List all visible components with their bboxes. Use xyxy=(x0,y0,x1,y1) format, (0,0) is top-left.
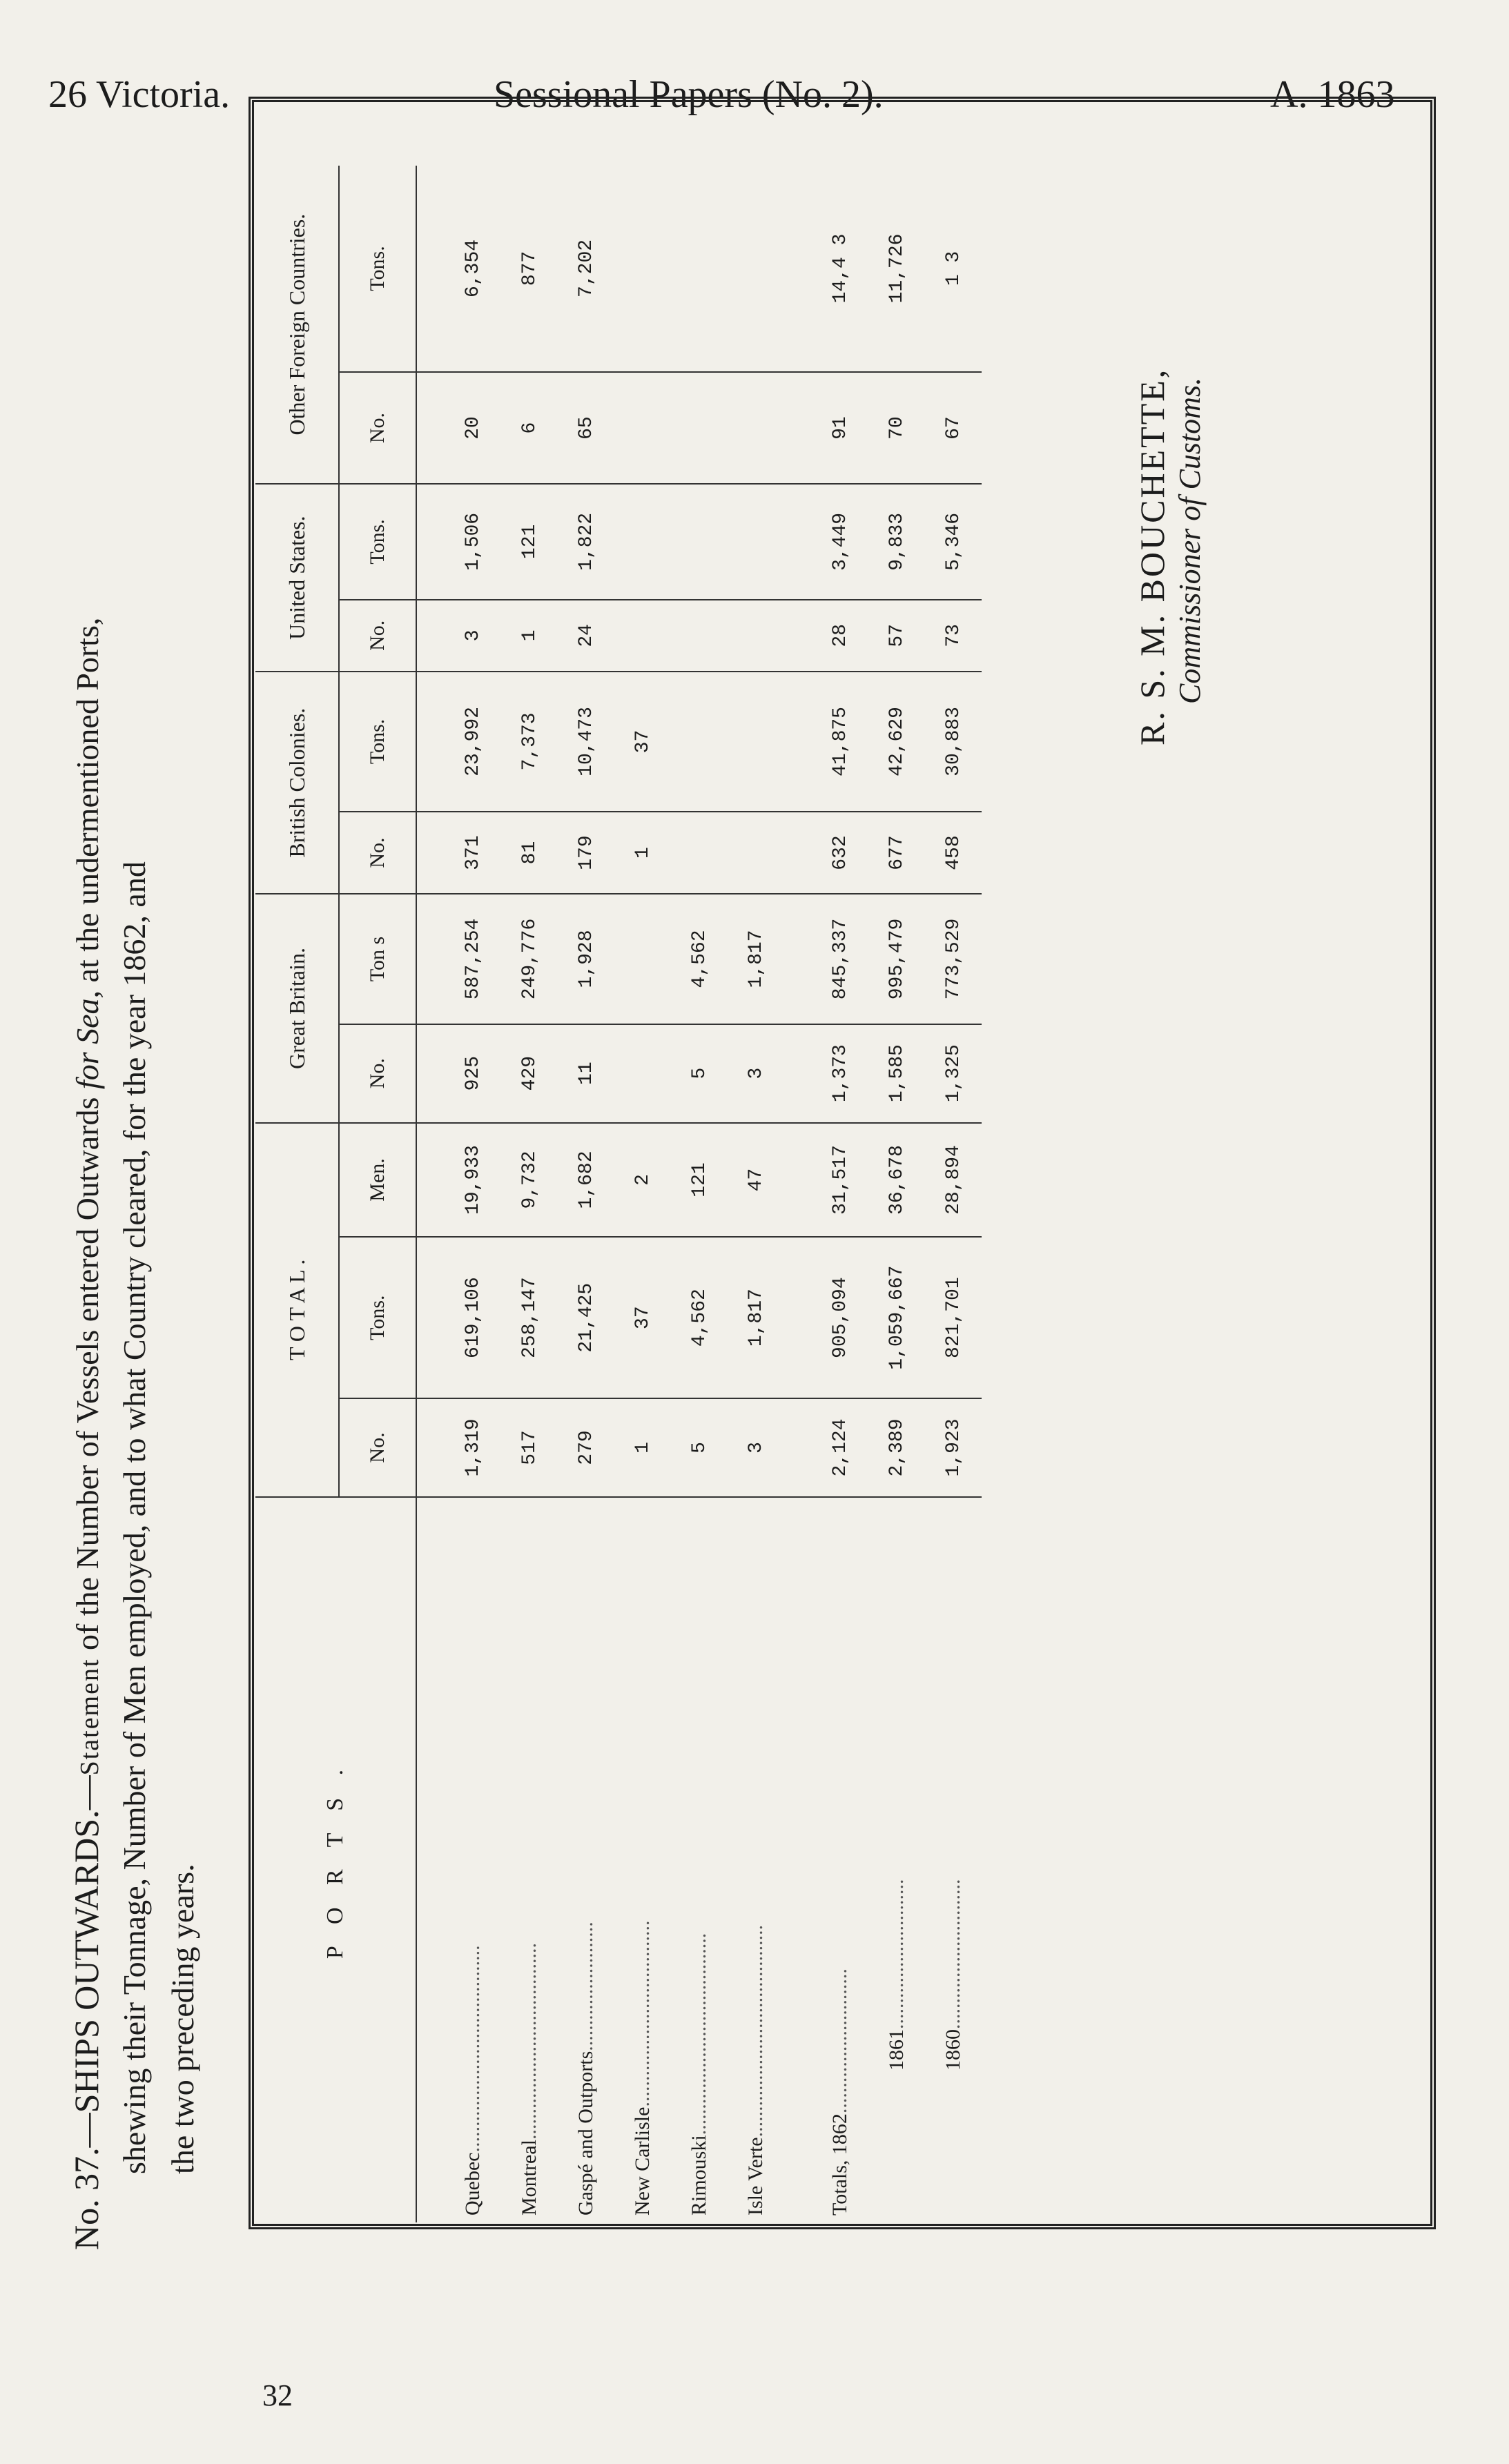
totals-row xyxy=(868,166,925,2222)
bc-tons-cell: 7,373 xyxy=(501,672,558,812)
total-tons-cell: 1,817 xyxy=(728,1237,784,1398)
bc-no-cell: 371 xyxy=(445,812,501,894)
bc-no-cell xyxy=(728,812,784,894)
bc-no-cell: 81 xyxy=(501,812,558,894)
dot-leader: ....................................... xyxy=(688,1933,710,2135)
us-no-cell: 3 xyxy=(445,600,501,672)
of-tons-cell: 7,202 xyxy=(558,166,614,372)
total-no-cell: 1,923 xyxy=(925,1398,982,1497)
of-tons-cell: 877 xyxy=(501,166,558,372)
of-tons-cell: 1 3 xyxy=(925,166,982,372)
total-no-cell: 3 xyxy=(728,1398,784,1497)
table-row xyxy=(501,166,558,2222)
us-tons-cell xyxy=(728,484,784,599)
gb-tons-cell: 995,479 xyxy=(868,894,925,1024)
total-tons-cell: 37 xyxy=(614,1237,671,1398)
dot-leader: .................................... xyxy=(631,1920,654,2107)
us-no-cell: 24 xyxy=(558,600,614,672)
statement-label: Statement xyxy=(75,1658,104,1776)
year-label: A. 1863 xyxy=(1270,73,1395,116)
table-row xyxy=(445,166,501,2222)
col-men: Men. xyxy=(339,1123,416,1238)
bc-no-cell: 632 xyxy=(812,812,868,894)
title-line-3: the two preceding years. xyxy=(165,1864,200,2174)
bc-no-cell xyxy=(671,812,728,894)
gb-no-cell: 11 xyxy=(558,1024,614,1123)
gb-tons-cell xyxy=(614,894,671,1024)
of-tons-cell: 6,354 xyxy=(445,166,501,372)
us-no-cell: 28 xyxy=(812,600,868,672)
gb-no-cell: 1,325 xyxy=(925,1024,982,1123)
dot-leader: ............................. xyxy=(885,1879,908,2029)
dot-leader: ...................................... xyxy=(518,1943,541,2140)
british-colonies-header: British Colonies. xyxy=(255,672,339,894)
signatory-title: Commissioner of Customs. xyxy=(1173,377,1207,704)
title-line-1 xyxy=(62,618,114,2250)
totals-row xyxy=(925,166,982,2222)
other-foreign-header: Other Foreign Countries. xyxy=(255,166,339,484)
us-no-cell: 57 xyxy=(868,600,925,672)
us-tons-cell xyxy=(614,484,671,599)
total-no-cell: 2,389 xyxy=(868,1398,925,1497)
port-name: New Carlisle xyxy=(631,2106,654,2216)
signature-block xyxy=(1132,124,1207,745)
total-no-cell: 1,319 xyxy=(445,1398,501,1497)
men-cell: 121 xyxy=(671,1123,728,1238)
men-cell: 28,894 xyxy=(925,1123,982,1238)
us-no-cell xyxy=(614,600,671,672)
us-tons-cell: 1,822 xyxy=(558,484,614,599)
page-number: 32 xyxy=(262,2378,293,2412)
table-row xyxy=(728,166,784,2222)
bc-tons-cell xyxy=(671,672,728,812)
us-no-cell: 1 xyxy=(501,600,558,672)
for-sea-text: for Sea, xyxy=(70,990,105,1090)
total-tons-cell: 905,094 xyxy=(812,1237,868,1398)
gb-no-cell: 429 xyxy=(501,1024,558,1123)
gb-no-cell: 1,373 xyxy=(812,1024,868,1123)
men-cell: 1,682 xyxy=(558,1123,614,1238)
bc-no-cell: 179 xyxy=(558,812,614,894)
bc-tons-cell: 42,629 xyxy=(868,672,925,812)
session-label: 26 Victoria. xyxy=(48,73,231,116)
port-name: Montreal xyxy=(518,2140,541,2216)
bc-tons-cell: 41,875 xyxy=(812,672,868,812)
total-no-cell: 517 xyxy=(501,1398,558,1497)
men-cell: 2 xyxy=(614,1123,671,1238)
col-of-tons: Tons. xyxy=(339,166,416,372)
port-name: Rimouski xyxy=(688,2135,710,2216)
bc-tons-cell: 23,992 xyxy=(445,672,501,812)
of-no-cell: 20 xyxy=(445,372,501,484)
bc-tons-cell xyxy=(728,672,784,812)
of-no-cell: 91 xyxy=(812,372,868,484)
of-tons-cell: 11,726 xyxy=(868,166,925,372)
total-no-cell: 2,124 xyxy=(812,1398,868,1497)
us-tons-cell: 5,346 xyxy=(925,484,982,599)
us-no-cell: 73 xyxy=(925,600,982,672)
total-tons-cell: 619,106 xyxy=(445,1237,501,1398)
totals-row xyxy=(812,166,868,2222)
bc-no-cell: 1 xyxy=(614,812,671,894)
us-tons-cell: 121 xyxy=(501,484,558,599)
gb-tons-cell: 845,337 xyxy=(812,894,868,1024)
port-name: Quebec xyxy=(461,2152,484,2216)
gb-no-cell: 925 xyxy=(445,1024,501,1123)
us-no-cell xyxy=(671,600,728,672)
total-no-cell: 5 xyxy=(671,1398,728,1497)
of-no-cell: 67 xyxy=(925,372,982,484)
title-line-1-end: at the undermentioned Ports, xyxy=(70,617,105,983)
ships-outwards-table xyxy=(255,166,982,2222)
bc-no-cell: 677 xyxy=(868,812,925,894)
total-tons-cell: 4,562 xyxy=(671,1237,728,1398)
col-bc-no: No. xyxy=(339,812,416,894)
us-tons-cell: 3,449 xyxy=(812,484,868,599)
title-line-1-text: of the Number of Vessels entered Outwards xyxy=(70,1097,105,1650)
total-tons-cell: 21,425 xyxy=(558,1237,614,1398)
bc-tons-cell: 37 xyxy=(614,672,671,812)
table-row xyxy=(614,166,671,2222)
of-no-cell: 70 xyxy=(868,372,925,484)
united-states-header: United States. xyxy=(255,484,339,672)
men-cell: 47 xyxy=(728,1123,784,1238)
col-gb-no: No. xyxy=(339,1024,416,1123)
of-no-cell: 65 xyxy=(558,372,614,484)
gb-tons-cell: 249,776 xyxy=(501,894,558,1024)
table-row xyxy=(671,166,728,2222)
great-britain-header: Great Britain. xyxy=(255,894,339,1122)
signatory-name: R. S. M. BOUCHETTE, xyxy=(1133,367,1171,745)
men-cell: 9,732 xyxy=(501,1123,558,1238)
total-tons-cell: 258,147 xyxy=(501,1237,558,1398)
total-tons-cell: 1,059,667 xyxy=(868,1237,925,1398)
of-tons-cell xyxy=(671,166,728,372)
total-group-header: T O T A L . xyxy=(255,1123,339,1497)
of-no-cell xyxy=(671,372,728,484)
col-bc-tons: Tons. xyxy=(339,672,416,812)
col-us-no: No. xyxy=(339,600,416,672)
of-tons-cell xyxy=(614,166,671,372)
gb-no-cell xyxy=(614,1024,671,1123)
us-tons-cell: 9,833 xyxy=(868,484,925,599)
totals-label: Totals, 1862 xyxy=(828,2113,851,2216)
col-total-no: No. xyxy=(339,1398,416,1497)
table-row xyxy=(558,166,614,2222)
of-no-cell: 6 xyxy=(501,372,558,484)
gb-no-cell: 3 xyxy=(728,1024,784,1123)
col-of-no: No. xyxy=(339,372,416,484)
totals-label: 1860 xyxy=(942,2029,964,2071)
of-tons-cell xyxy=(728,166,784,372)
totals-label: 1861 xyxy=(885,2029,908,2071)
men-cell: 19,933 xyxy=(445,1123,501,1238)
bc-no-cell: 458 xyxy=(925,812,982,894)
total-no-cell: 279 xyxy=(558,1398,614,1497)
col-gb-tons: Ton s xyxy=(339,894,416,1024)
port-name: Gaspé and Outports xyxy=(574,2051,597,2216)
gb-tons-cell: 587,254 xyxy=(445,894,501,1024)
us-tons-cell: 1,506 xyxy=(445,484,501,599)
col-total-tons: Tons. xyxy=(339,1237,416,1398)
rotated-page-body xyxy=(55,62,1477,2250)
gb-no-cell: 5 xyxy=(671,1024,728,1123)
men-cell: 36,678 xyxy=(868,1123,925,1238)
dot-leader: ......................................... xyxy=(744,1924,767,2138)
bc-tons-cell: 10,473 xyxy=(558,672,614,812)
total-no-cell: 1 xyxy=(614,1398,671,1497)
col-us-tons: Tons. xyxy=(339,484,416,599)
statement-title xyxy=(55,62,235,2250)
dot-leader: ............................. xyxy=(942,1879,964,2029)
gb-tons-cell: 4,562 xyxy=(671,894,728,1024)
of-no-cell xyxy=(728,372,784,484)
dot-leader: ............................ xyxy=(828,1968,851,2114)
statement-number: No. 37.—SHIPS OUTWARDS.— xyxy=(67,1775,106,2250)
sessional-papers-label: Sessional Papers (No. 2). xyxy=(494,73,884,116)
us-no-cell xyxy=(728,600,784,672)
gb-no-cell: 1,585 xyxy=(868,1024,925,1123)
men-cell: 31,517 xyxy=(812,1123,868,1238)
gb-tons-cell: 1,928 xyxy=(558,894,614,1024)
bc-tons-cell: 30,883 xyxy=(925,672,982,812)
gb-tons-cell: 773,529 xyxy=(925,894,982,1024)
dot-leader: ........................................ xyxy=(461,1945,484,2153)
of-tons-cell: 14,4 3 xyxy=(812,166,868,372)
gb-tons-cell: 1,817 xyxy=(728,894,784,1024)
us-tons-cell xyxy=(671,484,728,599)
total-tons-cell: 821,701 xyxy=(925,1237,982,1398)
title-line-2: shewing their Tonnage, Number of Men employed, and to what Country cleared, for the year 1862, and xyxy=(117,861,152,2174)
dot-leader: ......................... xyxy=(574,1922,597,2051)
ports-header: P O R T S . xyxy=(255,1497,416,2222)
of-no-cell xyxy=(614,372,671,484)
port-name: Isle Verte xyxy=(744,2137,767,2216)
